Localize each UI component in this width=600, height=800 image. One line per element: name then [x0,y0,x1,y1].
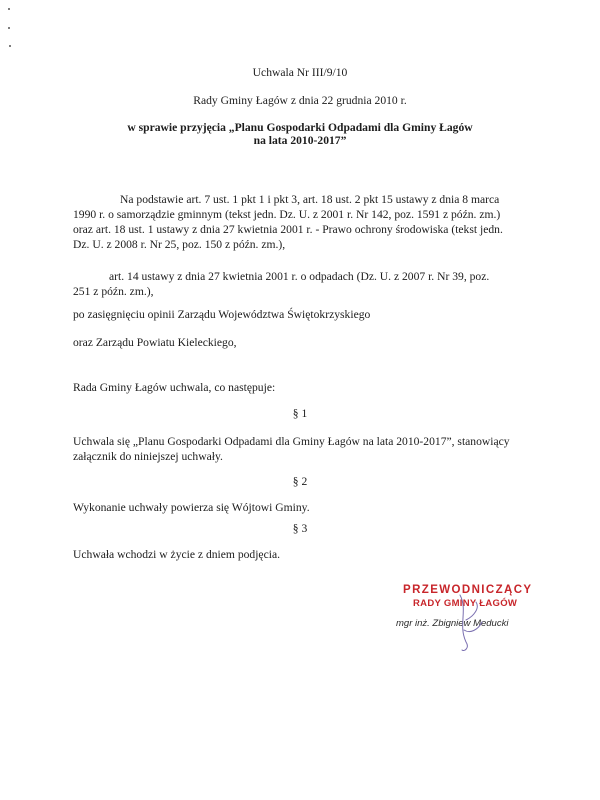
stamp-body: RADY GMINY ŁAGÓW [413,598,518,609]
section-line: załącznik do niniejszej uchwały. [73,450,223,463]
scan-speck [9,45,11,47]
section-mark-1: § 1 [292,407,308,420]
opinion-voivodeship: po zasięgnięciu opinii Zarządu Województwa Świętokrzyskiego [73,308,371,321]
subject-line-2: na lata 2010-2017” [253,134,347,147]
legal-basis-line: Na podstawie art. 7 ust. 1 pkt 1 i pkt 3, art. 18 ust. 2 pkt 15 ustawy z dnia 8 marca [120,193,500,206]
section-2-text [73,500,553,515]
waste-act-paragraph [73,269,553,299]
section-1-text [73,434,553,464]
section-line: Wykonanie uchwały powierza się Wójtowi Gminy. [73,501,310,514]
legal-basis-line: oraz art. 18 ust. 1 ustawy z dnia 27 kwietnia 2001 r. - Prawo ochrony środowiska (tekst jedn. [73,223,503,236]
legal-basis-line: 1990 r. o samorządzie gminnym (tekst jedn. Dz. U. z 2001 r. Nr 142, poz. 1591 z późn. zm.) [73,208,501,221]
section-3-text [73,547,553,562]
waste-act-line: art. 14 ustawy z dnia 27 kwietnia 2001 r. o odpadach (Dz. U. z 2007 r. Nr 39, poz. [109,270,490,283]
signer-name: mgr inż. Zbigniew Meducki [396,618,509,629]
stamp-title: PRZEWODNICZĄCY [403,584,533,596]
section-mark-3: § 3 [292,522,308,535]
scan-speck [8,27,10,29]
resolves-line: Rada Gminy Łagów uchwala, co następuje: [73,381,276,394]
resolution-number: Uchwala Nr III/9/10 [252,66,348,79]
council-date: Rady Gminy Łagów z dnia 22 grudnia 2010 r. [193,94,407,107]
section-line: Uchwala się „Planu Gospodarki Odpadami dla Gminy Łagów na lata 2010-2017”, stanowiący [73,435,510,448]
legal-basis-paragraph [73,192,553,252]
handwritten-signature [440,590,500,655]
subject-line-1: w sprawie przyjęcia „Planu Gospodarki Odpadami dla Gminy Łagów [127,121,473,134]
section-mark-2: § 2 [292,475,308,488]
opinion-county: oraz Zarządu Powiatu Kieleckiego, [73,336,237,349]
section-line: Uchwała wchodzi w życie z dniem podjęcia. [73,548,280,561]
waste-act-line: 251 z późn. zm.), [73,285,154,298]
scan-speck [8,8,10,10]
legal-basis-line: Dz. U. z 2008 r. Nr 25, poz. 150 z późn. zm.), [73,238,286,251]
